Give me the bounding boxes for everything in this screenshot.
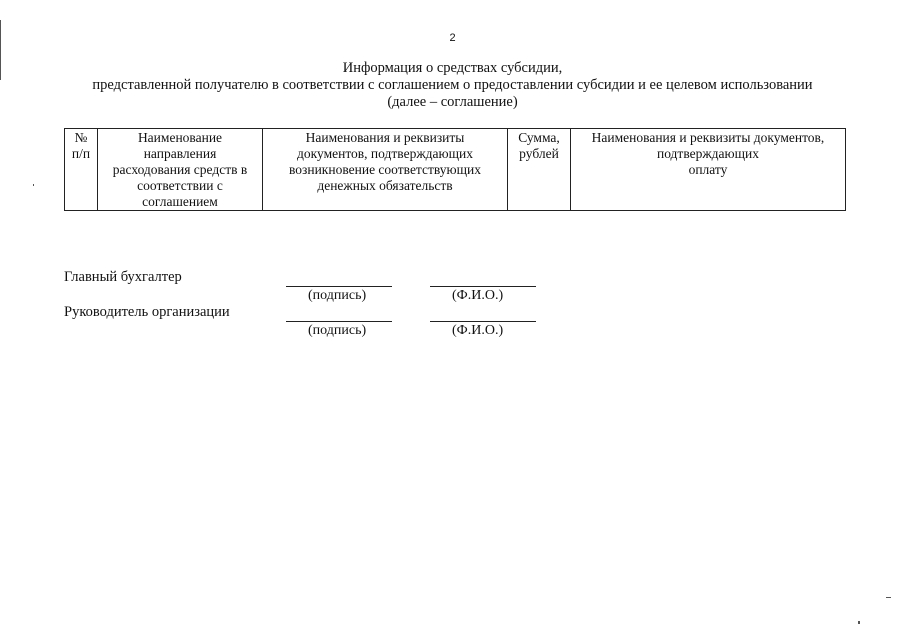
chief-accountant-name-caption: (Ф.И.О.) [452, 288, 504, 303]
title-line-3: (далее – соглашение) [387, 94, 518, 110]
head-name-line [430, 321, 536, 322]
page-number: 2 [449, 32, 456, 44]
title-line-1: Информация о средствах субсидии, [342, 60, 563, 76]
head-signature-caption: (подпись) [308, 323, 367, 338]
document-title [0, 60, 905, 111]
chief-accountant-name-line [430, 286, 536, 287]
chief-accountant-signature-caption: (подпись) [308, 288, 367, 303]
scan-edge-mark [0, 20, 1, 80]
chief-accountant-label: Главный бухгалтер [64, 269, 182, 285]
header-spending-direction-text: Наименование направления расходования средств в соответствии с соглашением [112, 130, 248, 209]
title-line-2: представленной получателю в соответствии с соглашением о предоставлении субсидии и ее целевом использовании [92, 77, 813, 93]
header-number-text: № п/п [71, 130, 91, 161]
head-signature-line [286, 321, 392, 322]
header-obligation-documents [263, 129, 508, 211]
subsidy-info-table [64, 128, 846, 211]
scan-speck [33, 184, 34, 186]
header-payment-documents [571, 129, 846, 211]
header-number [65, 129, 98, 211]
chief-accountant-signature-line [286, 286, 392, 287]
head-name-caption: (Ф.И.О.) [452, 323, 504, 338]
header-payment-documents-text: Наименования и реквизиты документов, подтверждающих оплату [591, 130, 825, 177]
table-header-row [65, 129, 846, 211]
header-obligation-documents-text: Наименования и реквизиты документов, подтверждающих возникновение соответствующих денежных обязательств [288, 130, 482, 193]
header-spending-direction [98, 129, 263, 211]
header-amount-text: Сумма, рублей [518, 130, 560, 161]
scan-speck [886, 597, 891, 598]
header-amount [508, 129, 571, 211]
head-label: Руководитель организации [64, 304, 230, 320]
scan-speck [858, 621, 860, 624]
